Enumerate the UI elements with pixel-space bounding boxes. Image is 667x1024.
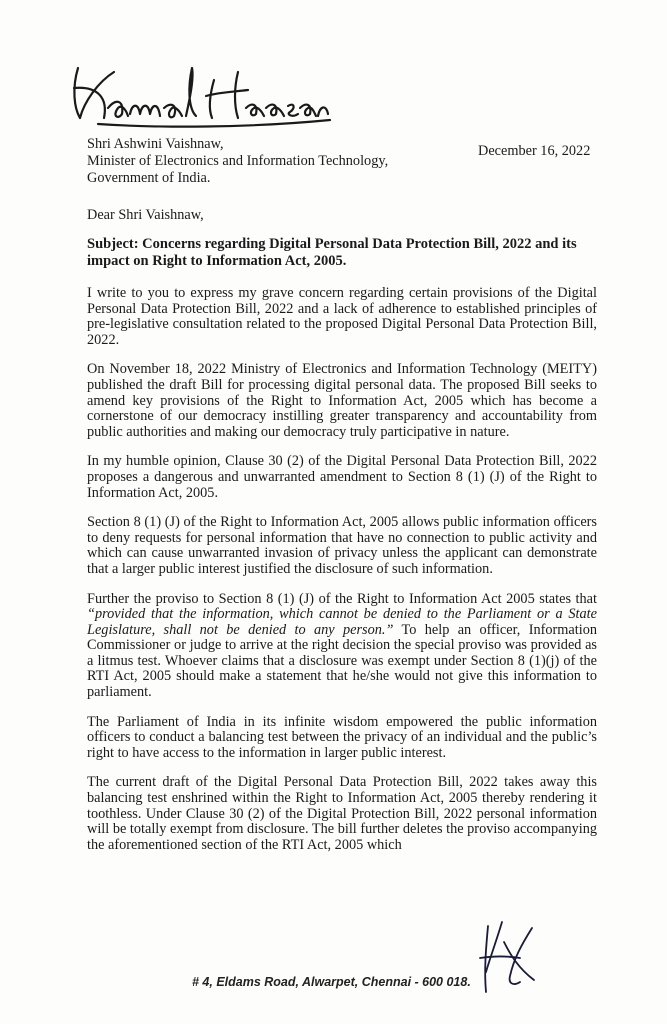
body-paragraph: The Parliament of India in its infinite wisdom empowered the public information officers to conduct a balancing test between the privacy of an individual and the public’s right to have access to the information in larger public interest. (87, 713, 597, 761)
recipient-line: Minister of Electronics and Information Technology, (87, 153, 389, 169)
body-paragraph: I write to you to express my grave concern regarding certain provisions of the Digital Personal Data Protection Bill, 2022 and a lack of adherence to established principles of pre-legislative consultation related to the proposed Digital Personal Data Protection Bill, 2022. (87, 285, 597, 348)
letter-date: December 16, 2022 (478, 143, 591, 159)
recipient-line: Government of India. (87, 170, 211, 186)
footer-address: # 4, Eldams Road, Alwarpet, Chennai - 600 018. (192, 975, 471, 989)
salutation: Dear Shri Vaishnaw, (87, 207, 204, 223)
body-paragraph: In my humble opinion, Clause 30 (2) of the Digital Personal Data Protection Bill, 2022 proposes a dangerous and unwarranted amendment to Section 8 (1) (J) of the Right to Information Act, 2005. (87, 453, 597, 501)
quoted-proviso: “provided that the information, which cannot be denied to the Parliament or a State Legislature, shall not be denied to any person.” (87, 606, 597, 638)
initials-signature (474, 918, 554, 998)
handwritten-signature (68, 58, 338, 138)
letter-body (87, 286, 597, 867)
body-paragraph: Section 8 (1) (J) of the Right to Information Act, 2005 allows public information officers to deny requests for personal information that have no connection to public activity and which can cause unwarranted invasion of privacy unless the applicant can demonstrate that a larger public interest justified the disclosure of such information. (87, 514, 597, 577)
body-paragraph (87, 592, 597, 701)
recipient-address (87, 136, 407, 187)
subject-line: Subject: Concerns regarding Digital Personal Data Protection Bill, 2022 and its impact on Right to Information Act, 2005. (87, 236, 577, 269)
body-paragraph: The current draft of the Digital Personal Data Protection Bill, 2022 takes away this balancing test enshrined within the Right to Information Act, 2005 thereby rendering it toothless. Under Clause 30 (2) of the Digital Protection Bill, 2022 personal information will be totally exempt from disclosure. The bill further deletes the proviso accompanying the aforementioned section of the RTI Act, 2005 which (87, 774, 597, 853)
paragraph-text: To help an officer, Information Commissioner or judge to arrive at the right decision the special proviso was provided as a litmus test. Whoever claims that a disclosure was exempt under Section 8 (1)(j) of the RTI Act, 2005 should make a statement that he/she would not give this information to parliament. (87, 621, 597, 701)
body-paragraph: On November 18, 2022 Ministry of Electronics and Information Technology (MEITY) published the draft Bill for processing digital personal data. The proposed Bill seeks to amend key provisions of the Right to Information Act, 2005 which has become a cornerstone of our democracy instilling greater transparency and accountability from public authorities and making our democracy truly participative in nature. (87, 361, 597, 440)
recipient-line: Shri Ashwini Vaishnaw, (87, 136, 224, 152)
paragraph-text: Further the proviso to Section 8 (1) (J) of the Right to Information Act 2005 states that (87, 590, 597, 607)
